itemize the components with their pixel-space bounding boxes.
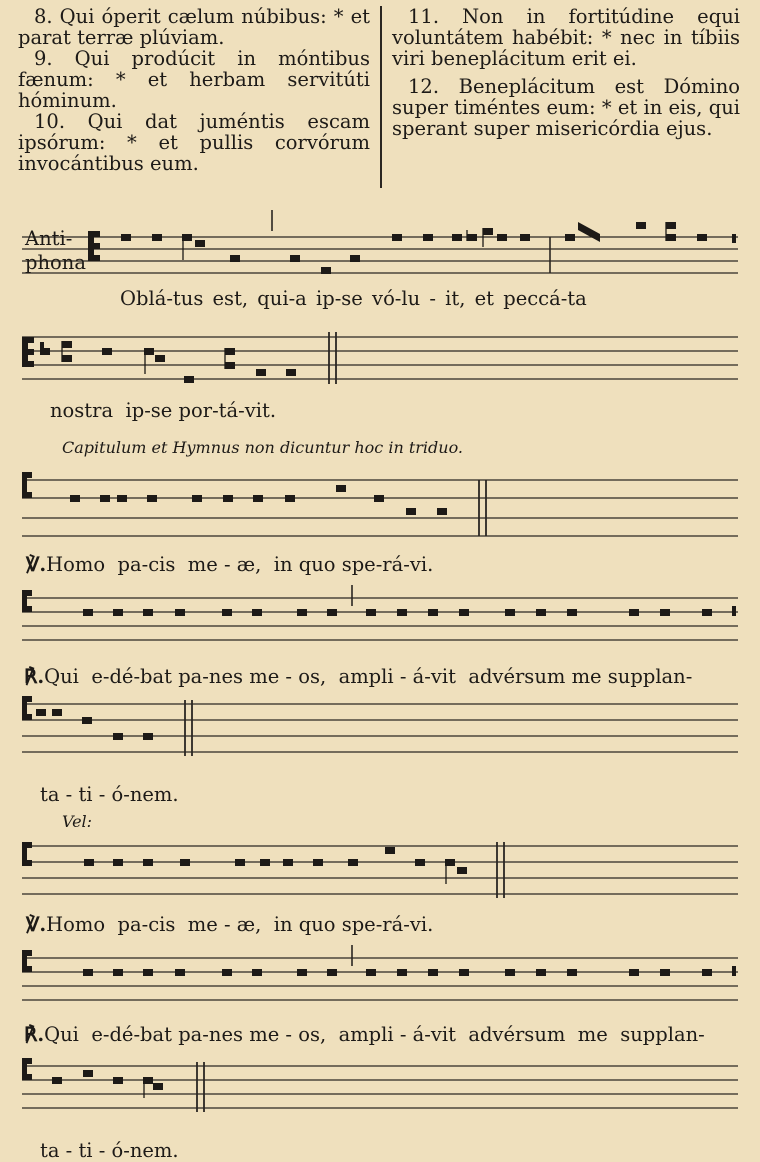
psalm-verse-12: 12. Beneplácitum est Dómino super timéntes eum: * et in eis, qui sperant super misericórdia ejus. [392,75,740,140]
neumes-response-2 [83,966,736,976]
antiphon-lyrics-1: Oblá-tus est, qui-a ip-se vó-lu - it, et peccá-ta [120,287,587,310]
antiphon-label-line-1: Anti- [25,227,73,250]
versicle-1-line [26,554,433,576]
neumes-response-1b [36,709,153,740]
neumes-antiphon-2 [40,341,296,383]
psalm-right-column [392,6,740,139]
rubric-capitulum: Capitulum et Hymnus non dicuntur hoc in triduo. [62,438,464,457]
psalm-verse-9: 9. Qui prodúcit in móntibus fænum: * et herbam servitúti hóminum. [18,47,370,112]
response-1-text: Qui e-dé-bat pa-nes me - os, ampli - á-vit advérsum me supplan- [44,665,693,688]
versicle-mark-2: ℣. [26,913,47,936]
versicle-2-line [26,914,433,936]
response-system-1b [0,692,760,808]
neumes-antiphon-1 [121,222,736,274]
psalm-verse-10: 10. Qui dat juméntis escam ipsórum: * et pullis corvórum invocántibus eum. [18,110,370,175]
versicle-system-2 [0,834,760,950]
response-2-line [24,1024,705,1046]
response-2-continuation: ta - ti - ó-nem. [40,1139,179,1162]
versicle-1-text: Homo pa-cis me - æ, in quo spe-rá-vi. [46,553,434,576]
response-mark: ℟. [24,665,45,688]
versicle-mark: ℣. [26,553,47,576]
response-1-line [24,666,692,688]
antiphon-system-1 [0,200,760,312]
response-system-1 [0,580,760,692]
psalm-verse-11: 11. Non in fortitúdine equi voluntátem habébit: * nec in tíbiis viri beneplácitum erit ei. [392,5,740,70]
psalm-verses [0,0,760,200]
psalm-left-column [18,6,370,174]
psalm-verse-8: 8. Qui óperit cælum núbibus: * et parat terræ plúviam. [18,5,370,49]
neumes-versicle-2 [84,847,467,874]
column-divider [380,6,382,188]
antiphon-lyrics-2: nostra ip-se por-tá-vit. [50,399,277,422]
antiphon-system-2 [0,312,760,432]
response-mark-2: ℟. [24,1023,45,1046]
versicle-system-1 [0,460,760,580]
response-system-2 [0,940,760,1052]
response-system-2b [0,1052,760,1161]
versicle-2-text: Homo pa-cis me - æ, in quo spe-rá-vi. [46,913,434,936]
antiphon-label-line-2: phona [25,251,86,274]
rubric-vel: Vel: [62,812,93,831]
response-1-continuation: ta - ti - ó-nem. [40,783,179,806]
neumes-response-1 [83,606,736,616]
neumes-versicle-1 [70,485,447,515]
response-2-text: Qui e-dé-bat pa-nes me - os, ampli - á-vit advérsum me supplan- [44,1023,705,1046]
